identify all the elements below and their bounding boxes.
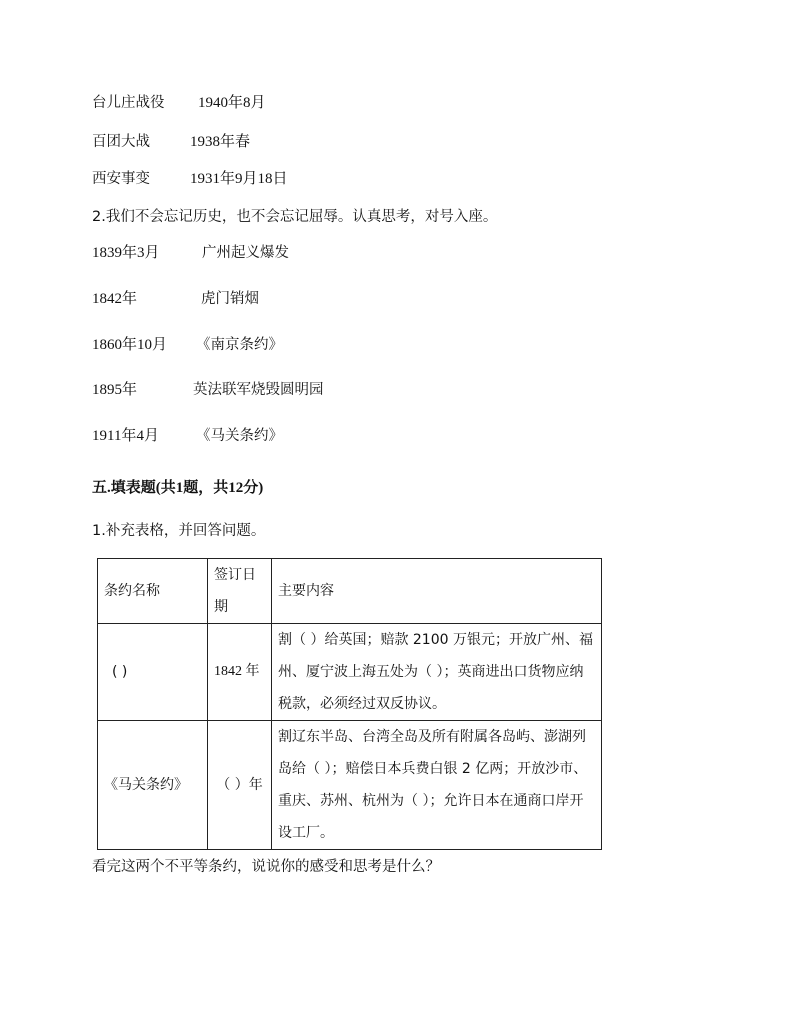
match-event: 《南京条约》 [196, 337, 283, 353]
match-event: 虎门销烟 [201, 291, 259, 307]
match-label: 西安事变 [92, 171, 150, 187]
match-value: 1931年9月18日 [190, 171, 288, 187]
table-header-row [98, 559, 602, 624]
match-date: 1839年3月 [92, 245, 160, 261]
match-event: 广州起义爆发 [202, 245, 289, 261]
match-row [92, 335, 283, 355]
treaty-name-blank[interactable]: ( ) [98, 624, 208, 721]
treaty-content: 割（ ）给英国；赔款 2100 万银元；开放广州、福州、厦宁波上海五处为（ ）；英商进出口货物应纳税款，必须经过双反协议。 [272, 624, 602, 721]
table-row [98, 721, 602, 850]
match-label: 台儿庄战役 [92, 95, 165, 111]
treaty-table [97, 558, 602, 850]
treaty-date-blank[interactable]: （ ）年 [208, 721, 272, 850]
match-date: 1911年4月 [92, 428, 159, 444]
question-text: 1.补充表格，并回答问题。 [92, 523, 266, 539]
match-event: 英法联军烧毁圆明园 [193, 382, 324, 398]
treaty-name: 《马关条约》 [98, 721, 208, 850]
match-row [92, 289, 259, 309]
match-value: 1940年8月 [198, 95, 266, 111]
match-date: 1842年 [92, 291, 138, 307]
table-row [98, 624, 602, 721]
match-row [92, 426, 283, 446]
match-label: 百团大战 [92, 134, 150, 150]
table-header: 主要内容 [272, 559, 602, 624]
match-row [92, 243, 289, 263]
table-header: 签订日期 [208, 559, 272, 624]
match-date: 1860年10月 [92, 337, 168, 353]
match-row [92, 132, 250, 152]
match-row [92, 93, 266, 113]
match-row [92, 380, 324, 400]
match-value: 1938年春 [190, 134, 251, 150]
question-text: 2.我们不会忘记历史，也不会忘记屈辱。认真思考，对号入座。 [92, 209, 498, 225]
treaty-date: 1842 年 [208, 624, 272, 721]
match-date: 1895年 [92, 382, 138, 398]
match-event: 《马关条约》 [196, 428, 283, 444]
match-row [92, 169, 288, 189]
followup-question: 看完这两个不平等条约，说说你的感受和思考是什么？ [92, 859, 440, 875]
table-header: 条约名称 [98, 559, 208, 624]
treaty-content: 割辽东半岛、台湾全岛及所有附属各岛屿、澎湖列岛给（ ）；赔偿日本兵费白银 2 亿两；开放沙市、重庆、苏州、杭州为（ ）；允许日本在通商口岸开设工厂。 [272, 721, 602, 850]
section-heading: 五.填表题(共1题，共12分) [92, 480, 264, 496]
